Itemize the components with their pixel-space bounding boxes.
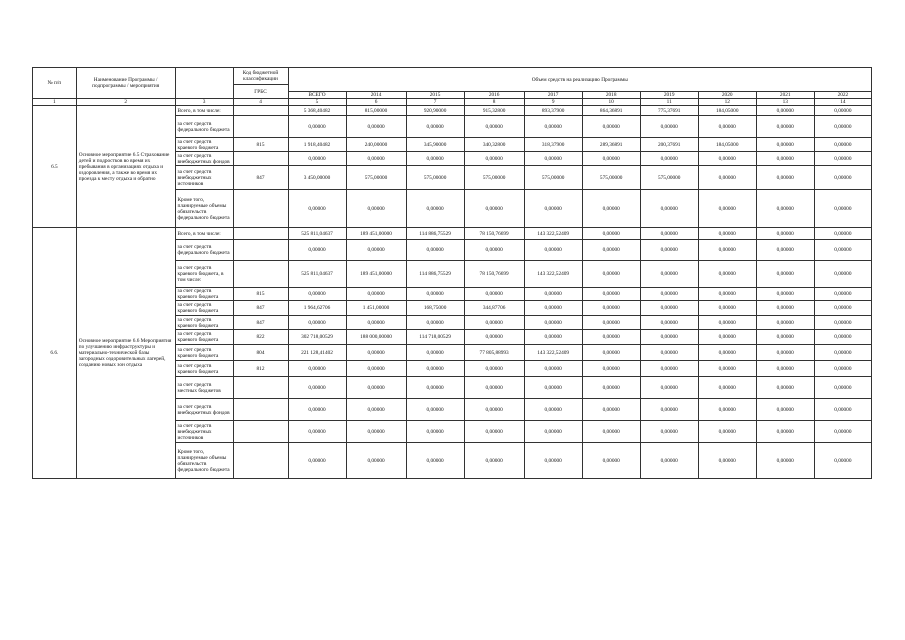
amount-year: 0,00000: [814, 138, 871, 152]
col-header-year: 2016: [464, 92, 524, 99]
col-header-year: 2017: [524, 92, 582, 99]
amount-year: 143 322,52409: [524, 345, 582, 361]
amount-year: 0,00000: [698, 330, 756, 345]
amount-year: 0,00000: [582, 116, 640, 138]
amount-year: 0,00000: [756, 399, 814, 421]
grbs-code: [233, 399, 288, 421]
amount-year: 289,36891: [582, 138, 640, 152]
amount-year: 575,00000: [406, 166, 464, 190]
col-header-funding: Объем средств на реализацию Программы: [288, 68, 872, 92]
amount-year: 168,75000: [406, 301, 464, 316]
amount-year: 0,00000: [406, 443, 464, 479]
col-header-year: 2014: [346, 92, 406, 99]
amount-year: 0,00000: [640, 152, 698, 166]
grbs-code: 847: [233, 166, 288, 190]
amount-year: 0,00000: [698, 421, 756, 443]
amount-year: 815,00000: [346, 106, 406, 116]
funding-source: Всего, в том числе:: [175, 106, 233, 116]
amount-year: 0,00000: [814, 240, 871, 261]
grbs-code: [233, 261, 288, 288]
amount-year: 143 322,52409: [524, 261, 582, 288]
funding-source: за счет средств внебюджетных фондов: [175, 399, 233, 421]
amount-year: 0,00000: [464, 330, 524, 345]
amount-year: 0,00000: [640, 345, 698, 361]
amount-year: 0,00000: [640, 301, 698, 316]
col-header-total: ВСЕГО: [288, 92, 346, 99]
amount-total: 0,00000: [288, 443, 346, 479]
col-number: 5: [288, 99, 346, 106]
amount-year: 0,00000: [756, 330, 814, 345]
amount-year: 0,00000: [640, 399, 698, 421]
grbs-code: 847: [233, 316, 288, 330]
amount-year: 0,00000: [756, 421, 814, 443]
col-header-budget-code: Код бюджетной классификации: [233, 68, 288, 85]
amount-year: 575,00000: [346, 166, 406, 190]
amount-total: 5 368,40482: [288, 106, 346, 116]
col-number: 8: [464, 99, 524, 106]
amount-year: 0,00000: [698, 377, 756, 399]
grbs-code: [233, 190, 288, 228]
amount-year: 344,87706: [464, 301, 524, 316]
amount-year: 920,90000: [406, 106, 464, 116]
amount-total: 525 811,04637: [288, 261, 346, 288]
amount-year: 0,00000: [346, 443, 406, 479]
amount-year: 0,00000: [524, 288, 582, 301]
amount-year: 0,00000: [640, 190, 698, 228]
amount-year: 0,00000: [814, 261, 871, 288]
amount-year: 0,00000: [524, 152, 582, 166]
amount-year: 0,00000: [814, 301, 871, 316]
grbs-code: 815: [233, 138, 288, 152]
amount-year: 0,00000: [640, 421, 698, 443]
amount-total: 0,00000: [288, 361, 346, 377]
amount-year: 77 805,88993: [464, 345, 524, 361]
amount-year: 0,00000: [756, 288, 814, 301]
amount-year: 575,00000: [524, 166, 582, 190]
amount-year: 0,00000: [814, 316, 871, 330]
col-header-source: [175, 68, 233, 99]
col-header-year: 2015: [406, 92, 464, 99]
funding-source: за счет средств краевого бюджета: [175, 288, 233, 301]
col-header-year: 2022: [814, 92, 871, 99]
col-header-year: 2020: [698, 92, 756, 99]
amount-total: 0,00000: [288, 316, 346, 330]
col-header-name: Наименование Программы / подпрограммы / мероприятия: [76, 68, 175, 99]
amount-year: 0,00000: [814, 106, 871, 116]
amount-year: 0,00000: [582, 377, 640, 399]
section-name: Основное мероприятие 6.5 Страхование детей и подростков во время их пребывания в организациях отдыха и оздоровления, а также во время их проезда к месту отдыха и обратно: [76, 106, 175, 228]
amount-year: 184,05000: [698, 106, 756, 116]
amount-year: 0,00000: [640, 361, 698, 377]
amount-year: 0,00000: [346, 316, 406, 330]
funding-source: за счет средств краевого бюджета: [175, 301, 233, 316]
amount-year: 0,00000: [464, 288, 524, 301]
amount-year: 0,00000: [582, 421, 640, 443]
amount-year: 0,00000: [756, 345, 814, 361]
amount-total: 0,00000: [288, 190, 346, 228]
amount-year: 0,00000: [698, 361, 756, 377]
amount-year: 0,00000: [814, 377, 871, 399]
amount-year: 0,00000: [346, 190, 406, 228]
amount-year: 575,00000: [640, 166, 698, 190]
amount-year: 0,00000: [406, 345, 464, 361]
amount-year: 0,00000: [406, 316, 464, 330]
amount-year: 0,00000: [464, 361, 524, 377]
col-number: 1: [33, 99, 77, 106]
amount-year: 0,00000: [464, 240, 524, 261]
amount-year: 0,00000: [698, 261, 756, 288]
amount-year: 0,00000: [524, 443, 582, 479]
amount-year: 0,00000: [582, 261, 640, 288]
amount-year: 0,00000: [814, 443, 871, 479]
col-number: 10: [582, 99, 640, 106]
amount-total: 0,00000: [288, 399, 346, 421]
amount-year: 0,00000: [582, 443, 640, 479]
section-name: Основное мероприятие 6.6 Мероприятия по улучшению инфраструктуры и материально-технической базы загородных оздоровительных лагерей, созданию новых зон отдыха: [76, 228, 175, 479]
amount-year: 0,00000: [756, 377, 814, 399]
amount-year: 0,00000: [814, 361, 871, 377]
col-number: 4: [233, 99, 288, 106]
amount-year: 143 322,52409: [524, 228, 582, 240]
amount-total: 1 964,62706: [288, 301, 346, 316]
funding-source: за счет средств местных бюджетов: [175, 377, 233, 399]
amount-year: 0,00000: [698, 116, 756, 138]
amount-year: 0,00000: [698, 288, 756, 301]
amount-year: 0,00000: [698, 190, 756, 228]
amount-year: 0,00000: [406, 399, 464, 421]
grbs-code: [233, 106, 288, 116]
col-number: 2: [76, 99, 175, 106]
amount-total: 0,00000: [288, 377, 346, 399]
amount-year: 0,00000: [582, 152, 640, 166]
amount-year: 775,37691: [640, 106, 698, 116]
amount-year: 0,00000: [582, 301, 640, 316]
amount-year: 0,00000: [464, 443, 524, 479]
amount-year: 0,00000: [524, 240, 582, 261]
funding-source: Всего, в том числе:: [175, 228, 233, 240]
grbs-code: 847: [233, 301, 288, 316]
amount-year: 0,00000: [582, 288, 640, 301]
amount-year: 0,00000: [640, 288, 698, 301]
amount-year: 0,00000: [698, 316, 756, 330]
amount-year: 0,00000: [524, 190, 582, 228]
amount-total: 0,00000: [288, 240, 346, 261]
amount-year: 189 451,00000: [346, 228, 406, 240]
amount-year: 0,00000: [346, 399, 406, 421]
amount-year: 0,00000: [464, 190, 524, 228]
col-number: 13: [756, 99, 814, 106]
amount-year: 0,00000: [524, 316, 582, 330]
amount-year: 575,00000: [464, 166, 524, 190]
table-row: [33, 228, 872, 240]
col-number: 9: [524, 99, 582, 106]
amount-year: 0,00000: [582, 330, 640, 345]
amount-year: 318,37900: [524, 138, 582, 152]
funding-source: за счет средств федерального бюджета: [175, 116, 233, 138]
amount-year: 864,36891: [582, 106, 640, 116]
amount-year: 0,00000: [346, 421, 406, 443]
amount-year: 0,00000: [582, 240, 640, 261]
amount-year: 189 451,00000: [346, 261, 406, 288]
amount-year: 0,00000: [346, 377, 406, 399]
amount-year: 345,90000: [406, 138, 464, 152]
col-header-year: 2018: [582, 92, 640, 99]
amount-year: 78 150,76699: [464, 228, 524, 240]
amount-year: 0,00000: [814, 228, 871, 240]
amount-year: 0,00000: [640, 330, 698, 345]
amount-year: 0,00000: [346, 288, 406, 301]
amount-year: 0,00000: [464, 399, 524, 421]
amount-year: 0,00000: [346, 152, 406, 166]
amount-year: 0,00000: [464, 116, 524, 138]
grbs-code: [233, 443, 288, 479]
amount-year: 1 451,00000: [346, 301, 406, 316]
amount-year: 0,00000: [582, 190, 640, 228]
amount-year: 0,00000: [406, 190, 464, 228]
funding-source: за счет средств краевого бюджета: [175, 361, 233, 377]
amount-year: 0,00000: [698, 345, 756, 361]
col-number: 6: [346, 99, 406, 106]
amount-year: 0,00000: [640, 228, 698, 240]
amount-year: 0,00000: [814, 152, 871, 166]
amount-year: 0,00000: [698, 399, 756, 421]
col-header-number: № п/п: [33, 68, 77, 99]
amount-year: 0,00000: [756, 301, 814, 316]
amount-total: 1 918,40482: [288, 138, 346, 152]
table-row: [33, 106, 872, 116]
amount-year: 114 886,75529: [406, 261, 464, 288]
amount-year: 0,00000: [464, 152, 524, 166]
amount-year: 0,00000: [524, 399, 582, 421]
amount-year: 184,05000: [698, 138, 756, 152]
amount-total: 0,00000: [288, 152, 346, 166]
amount-year: 0,00000: [756, 361, 814, 377]
amount-year: 0,00000: [582, 399, 640, 421]
amount-year: 0,00000: [524, 361, 582, 377]
col-number: 12: [698, 99, 756, 106]
amount-year: 0,00000: [346, 345, 406, 361]
grbs-code: [233, 421, 288, 443]
amount-year: 0,00000: [346, 361, 406, 377]
funding-source: Кроме того, планируемые объемы обязательств федерального бюджета: [175, 190, 233, 228]
amount-year: 0,00000: [406, 240, 464, 261]
amount-year: 114 886,75529: [406, 228, 464, 240]
amount-total: 3 450,00000: [288, 166, 346, 190]
amount-year: 0,00000: [406, 361, 464, 377]
funding-source: за счет средств внебюджетных фондов: [175, 152, 233, 166]
amount-year: 0,00000: [464, 421, 524, 443]
amount-year: 0,00000: [756, 228, 814, 240]
section-number: 6.6.: [33, 228, 77, 479]
funding-source: за счет средств краевого бюджета, в том числе:: [175, 261, 233, 288]
amount-year: 0,00000: [406, 152, 464, 166]
amount-year: 0,00000: [640, 116, 698, 138]
amount-year: 0,00000: [814, 399, 871, 421]
grbs-code: [233, 240, 288, 261]
amount-year: 0,00000: [406, 421, 464, 443]
grbs-code: 804: [233, 345, 288, 361]
amount-year: 0,00000: [582, 228, 640, 240]
amount-total: 0,00000: [288, 288, 346, 301]
amount-year: 0,00000: [582, 361, 640, 377]
amount-year: 0,00000: [464, 316, 524, 330]
amount-year: 0,00000: [814, 330, 871, 345]
amount-year: 0,00000: [524, 377, 582, 399]
col-header-year: 2019: [640, 92, 698, 99]
col-header-grbs: ГРБС: [233, 85, 288, 99]
amount-year: 0,00000: [814, 345, 871, 361]
grbs-code: 822: [233, 330, 288, 345]
amount-year: 0,00000: [756, 190, 814, 228]
amount-year: 915,32800: [464, 106, 524, 116]
amount-year: 0,00000: [698, 152, 756, 166]
amount-year: 0,00000: [406, 288, 464, 301]
amount-year: 0,00000: [698, 228, 756, 240]
amount-year: 0,00000: [698, 301, 756, 316]
amount-year: 0,00000: [756, 240, 814, 261]
amount-year: 0,00000: [756, 116, 814, 138]
col-number: 11: [640, 99, 698, 106]
amount-year: 0,00000: [814, 190, 871, 228]
amount-year: 0,00000: [814, 288, 871, 301]
amount-total: 302 718,00529: [288, 330, 346, 345]
amount-total: 221 128,41402: [288, 345, 346, 361]
amount-year: 0,00000: [698, 240, 756, 261]
grbs-code: 812: [233, 361, 288, 377]
grbs-code: [233, 377, 288, 399]
col-number: 7: [406, 99, 464, 106]
amount-year: 0,00000: [464, 377, 524, 399]
amount-total: 0,00000: [288, 116, 346, 138]
section-number: 6.5: [33, 106, 77, 228]
amount-year: 0,00000: [640, 443, 698, 479]
funding-source: за счет средств краевого бюджета: [175, 345, 233, 361]
amount-year: 0,00000: [582, 316, 640, 330]
amount-year: 114 718,00529: [406, 330, 464, 345]
funding-source: за счет средств краевого бюджета: [175, 138, 233, 152]
amount-year: 0,00000: [346, 240, 406, 261]
amount-year: 0,00000: [640, 316, 698, 330]
amount-year: 0,00000: [524, 116, 582, 138]
amount-year: 0,00000: [698, 166, 756, 190]
amount-year: 0,00000: [640, 377, 698, 399]
funding-table: [32, 67, 872, 479]
funding-source: Кроме того, планируемые объемы обязательств федерального бюджета: [175, 443, 233, 479]
funding-source: за счет средств краевого бюджета: [175, 330, 233, 345]
amount-year: 340,32800: [464, 138, 524, 152]
amount-year: 0,00000: [814, 421, 871, 443]
amount-year: 893,37900: [524, 106, 582, 116]
amount-year: 0,00000: [814, 116, 871, 138]
amount-year: 78 150,76699: [464, 261, 524, 288]
amount-year: 0,00000: [698, 443, 756, 479]
grbs-code: [233, 228, 288, 240]
funding-source: за счет средств внебюджетных источников: [175, 166, 233, 190]
amount-year: 0,00000: [756, 138, 814, 152]
amount-total: 0,00000: [288, 421, 346, 443]
amount-year: 0,00000: [814, 166, 871, 190]
amount-year: 240,00000: [346, 138, 406, 152]
col-number: 14: [814, 99, 871, 106]
amount-year: 0,00000: [756, 166, 814, 190]
funding-source: за счет средств внебюджетных источников: [175, 421, 233, 443]
amount-total: 525 811,04637: [288, 228, 346, 240]
amount-year: 0,00000: [756, 152, 814, 166]
amount-year: 0,00000: [756, 106, 814, 116]
amount-year: 0,00000: [524, 421, 582, 443]
amount-year: 575,00000: [582, 166, 640, 190]
col-header-year: 2021: [756, 92, 814, 99]
funding-source: за счет средств краевого бюджета: [175, 316, 233, 330]
amount-year: 0,00000: [640, 261, 698, 288]
amount-year: 0,00000: [346, 116, 406, 138]
grbs-code: 815: [233, 288, 288, 301]
amount-year: 0,00000: [524, 330, 582, 345]
col-number: 3: [175, 99, 233, 106]
grbs-code: [233, 152, 288, 166]
grbs-code: [233, 116, 288, 138]
amount-year: 200,37691: [640, 138, 698, 152]
amount-year: 0,00000: [406, 116, 464, 138]
amount-year: 0,00000: [640, 240, 698, 261]
amount-year: 0,00000: [406, 377, 464, 399]
funding-source: за счет средств федерального бюджета: [175, 240, 233, 261]
amount-year: 188 000,00000: [346, 330, 406, 345]
amount-year: 0,00000: [756, 443, 814, 479]
amount-year: 0,00000: [582, 345, 640, 361]
amount-year: 0,00000: [756, 316, 814, 330]
amount-year: 0,00000: [524, 301, 582, 316]
amount-year: 0,00000: [756, 261, 814, 288]
